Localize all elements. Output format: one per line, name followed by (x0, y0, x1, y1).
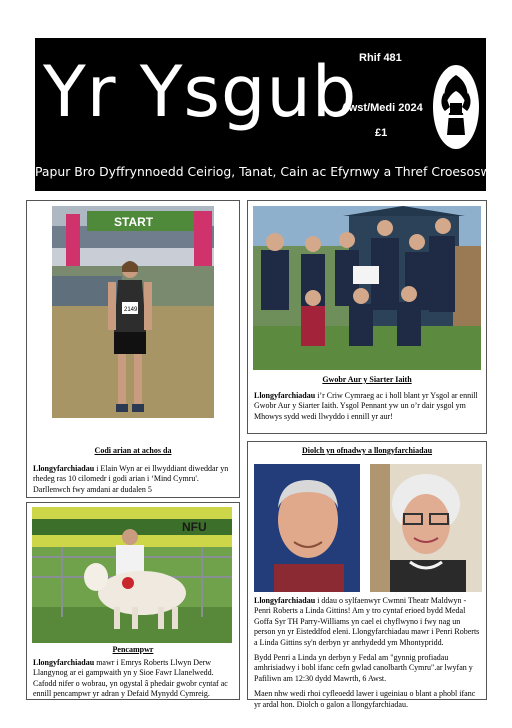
lead-word: Llongyfarchiadau (33, 464, 95, 473)
article-body: Llongyfarchiadau i Elain Wyn ar ei llwyddiant diweddar yn rhedeg ras 10 cilomedr i godi arian i ‘Mind Cymru'. Darllenwch fwy amdani ar dudalen 5 (33, 464, 229, 494)
lead-word: Llongyfarchiadau (33, 658, 95, 667)
photo-school-group (253, 206, 481, 370)
article-title: Diolch yn ofnadwy a llongyfarchiadau (301, 446, 433, 455)
article-charity-run (26, 200, 240, 498)
article-title: Pencampwr (112, 645, 154, 654)
photo-penri-roberts (254, 464, 360, 592)
start-banner-text: START (114, 215, 154, 229)
lead-word: Llongyfarchiadau (254, 391, 316, 400)
issue-date: Awst/Medi 2024 (341, 102, 423, 114)
article-champion (26, 502, 240, 700)
article-body: Llongyfarchiadau i’r Criw Cymraeg ac i holl blant yr Ysgol ar ennill Gwobr Aur y Siarter Iaith. Ysgol Pennant yw un o’r dair ysgol ym Mhowys sydd wedi llwyddo i ennill yr aur! (254, 391, 478, 421)
wheatsheaf-logo-icon (432, 63, 480, 151)
masthead (35, 38, 510, 191)
article-title: Gwobr Aur y Siarter Iaith (322, 375, 412, 384)
article-body: Llongyfarchiadau i ddau o sylfaenwyr Cwmni Theatr Maldwyn - Penri Roberts a Linda Gittins! Am y tro cyntaf erioed bydd Medal Goffa Syr TH Parry-Williams yn cael ei chyflwyno i fwy nag un person yn yr Eisteddfod eleni. Llongyfarchiadau mawr i Penri Roberts a Linda Gittins sy'n derbyn yr anrhydedd ym Mhontypridd. Bydd Penri a Linda yn derbyn y Fedal am "gynnig profiadau amhrisiadwy i bobl ifanc cefn gwlad canolbarth Cymru".ar lwyfan y Pafiliwn am 12:30 dydd Mawrth, 6 Awst. Maen nhw wedi rhoi cyfleoedd lawer i ugeiniau o blant a phobl ifanc yr ardal hon. Diolch o galon a llongyfarchiadau. (254, 596, 480, 709)
photo-linda-gittins (370, 464, 482, 592)
article-gold-award (247, 200, 487, 434)
article-body: Llongyfarchiadau mawr i Emrys Roberts Llwyn Derw Llangynog ar ei gampwaith yn y Sioe Fawr Llanelwedd. Cafodd nifer o wobrau, yn ogystal â phedair gwobr cyntaf ac ennill pencampwr yr adran y Defaid Mynydd Cymreig. (33, 658, 228, 699)
show-sign-text: NFU (182, 520, 207, 534)
newspaper-title: Yr Ysgub (43, 51, 358, 133)
article-title: Codi arian at achos da (94, 446, 172, 455)
price: £1 (375, 127, 388, 139)
article-theatre-founders (247, 441, 487, 709)
issue-number: Rhif 481 (359, 52, 402, 64)
photo-sheep-champion (32, 507, 232, 643)
photo-runner (52, 206, 214, 418)
race-bib-number: 2149 (124, 307, 138, 313)
newspaper-subtitle: Papur Bro Dyffrynnoedd Ceiriog, Tanat, Cain ac Efyrnwy a Thref Croesoswallt (35, 164, 510, 179)
lead-word: Llongyfarchiadau (254, 596, 316, 605)
